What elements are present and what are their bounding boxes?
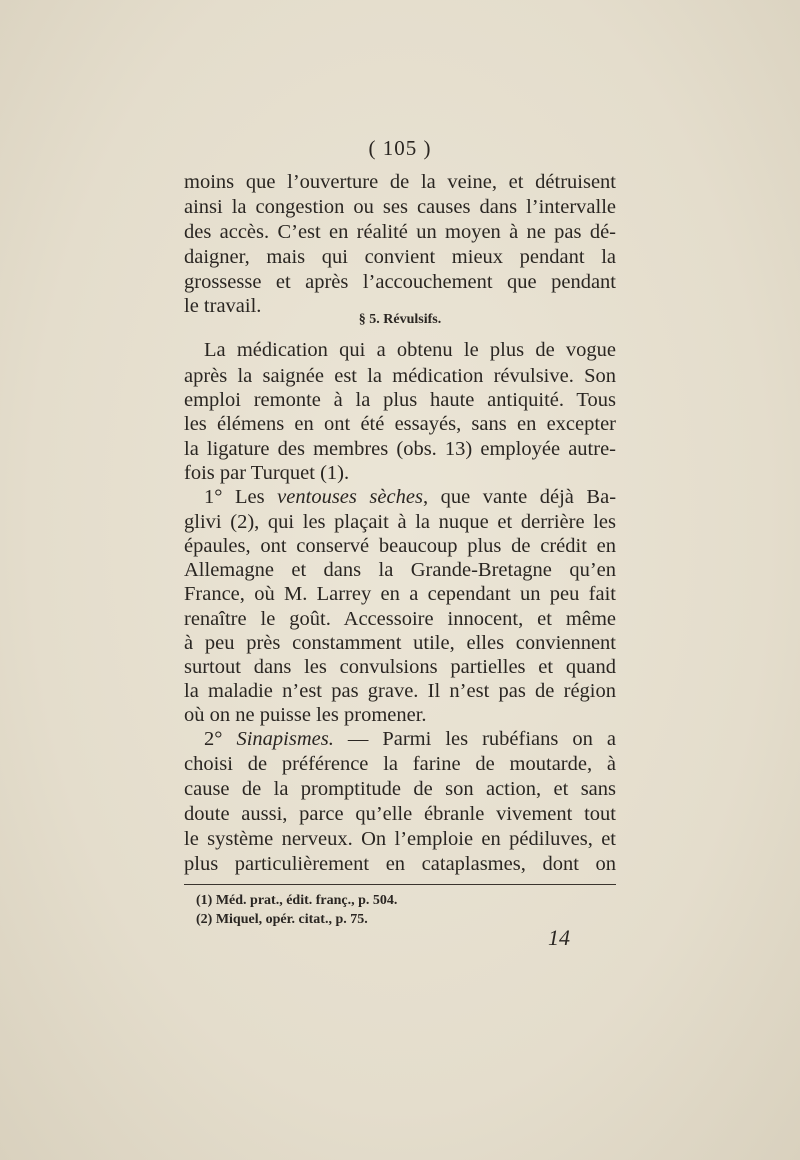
text-line: La médication qui a obtenu le plus de vogue <box>204 339 616 361</box>
text-line: le système nerveux. On l’emploie en pédiluves, et <box>184 828 616 850</box>
text-line: choisi de préférence la farine de moutarde, à <box>184 753 616 775</box>
section-heading: § 5. Révulsifs. <box>358 312 442 327</box>
text-line: où on ne puisse les promener. <box>184 704 427 726</box>
text-line: glivi (2), qui les plaçait à la nuque et derrière les <box>184 511 616 533</box>
page-number: ( 105 ) <box>368 136 432 160</box>
text-line: surtout dans les convulsions partielles et quand <box>184 656 616 678</box>
footnote-divider <box>184 884 616 885</box>
text-run: , que vante déjà Ba- <box>422 486 617 508</box>
text-line: moins que l’ouverture de la veine, et détruisent <box>184 171 616 193</box>
text-line: Allemagne et dans la Grande-Bretagne qu’en <box>184 559 616 581</box>
text-line: France, où M. Larrey en a cependant un peu fait <box>184 583 616 605</box>
footnote: (2) Miquel, opér. citat., p. 75. <box>196 912 368 927</box>
text-line: cause de la promptitude de son action, et sans <box>184 778 616 800</box>
italic-term: Sinapismes. <box>236 728 334 750</box>
text-line: la ligature des membres (obs. 13) employée autre- <box>184 438 616 460</box>
text-line <box>204 727 616 751</box>
text-line <box>204 485 616 509</box>
item-number: 2° <box>204 728 237 750</box>
text-line: doute aussi, parce qu’elle ébranle vivement tout <box>184 803 616 825</box>
text-line: fois par Turquet (1). <box>184 462 350 484</box>
text-line: les élémens en ont été essayés, sans en excepter <box>184 413 616 435</box>
text-line: plus particulièrement en cataplasmes, dont on <box>184 853 616 875</box>
item-number: 1° Les <box>204 486 278 508</box>
signature-mark: 14 <box>548 925 570 950</box>
text-line: la maladie n’est pas grave. Il n’est pas de région <box>184 680 616 702</box>
text-line: grossesse et après l’accouchement que pendant <box>184 271 616 293</box>
text-line: le travail. <box>184 295 262 317</box>
footnote: (1) Méd. prat., édit. franç., p. 504. <box>196 893 398 908</box>
text-line: ainsi la congestion ou ses causes dans l’intervalle <box>184 196 616 218</box>
text-line: après la saignée est la médication révulsive. Son <box>184 365 616 387</box>
text-line: renaître le goût. Accessoire innocent, et même <box>184 608 616 630</box>
text-run: — Parmi les rubéfians on a <box>333 728 616 750</box>
italic-term: ventouses sèches <box>277 486 423 508</box>
text-line: à peu près constamment utile, elles conviennent <box>184 632 616 654</box>
text-line: des accès. C’est en réalité un moyen à ne pas dé- <box>184 221 616 243</box>
text-line: daigner, mais qui convient mieux pendant la <box>184 246 616 268</box>
text-line: emploi remonte à la plus haute antiquité. Tous <box>184 389 616 411</box>
text-line: épaules, ont conservé beaucoup plus de crédit en <box>184 535 616 557</box>
